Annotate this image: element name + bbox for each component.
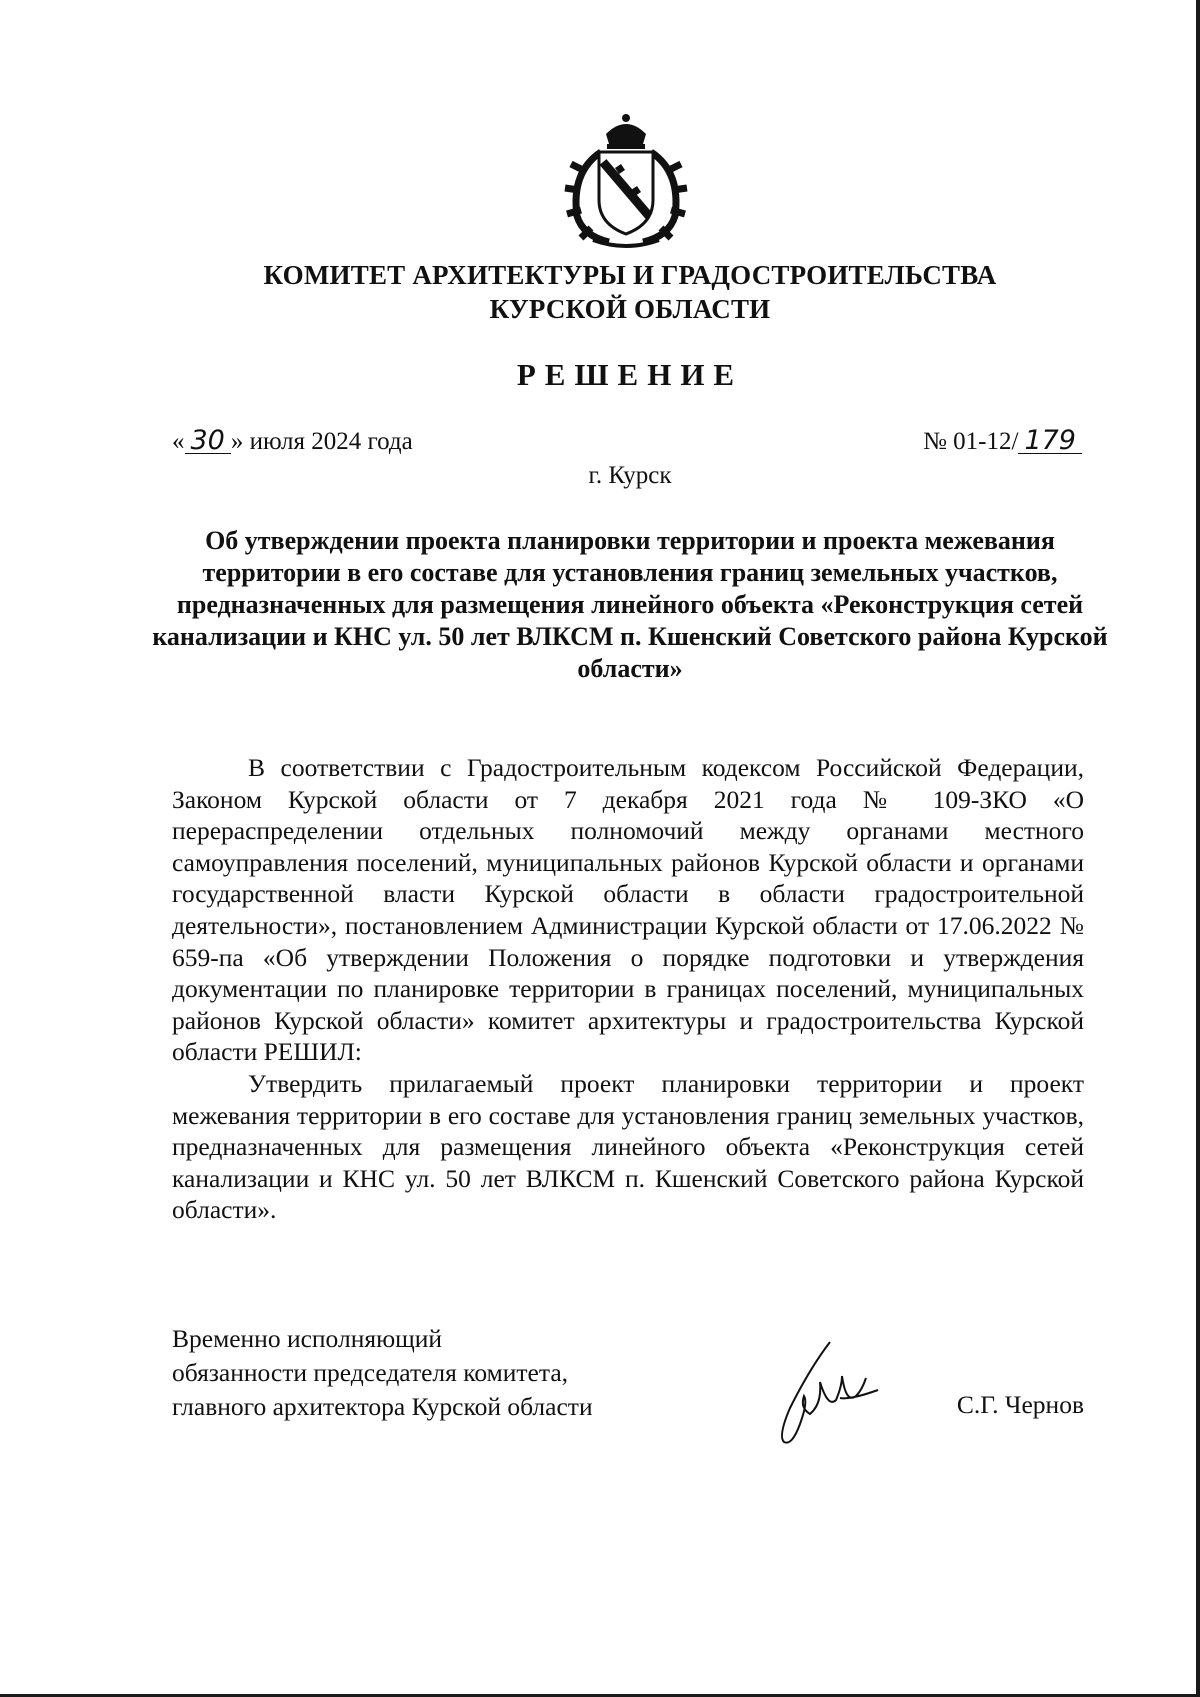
date-rest: » июля 2024 года [230,428,413,455]
date-day-handwritten: 30 [185,429,231,454]
number-prefix: № 01-12/ [923,428,1019,455]
body-paragraph-1: В соответствии с Градостроительным кодексом Российской Федерации, Законом Курской области от 7 декабря 2021 года № 109-ЗКО «О перераспределении отдельных полномочий между органами местного самоуправления поселений, муниципальных районов Курской области и органами государственной власти Курской области в области градостроительной деятельности», постановлением Администрации Курской области от 17.06.2022 № 659-па «Об утверждении Положения о порядке подготовки и утверждения документации по планировке территории в границах поселений, муниципальных районов Курской области» комитет архитектуры и градостроительства Курской области РЕШИЛ: [172,753,1084,1067]
document-title: РЕШЕНИЕ [516,357,744,392]
number-handwritten: 179 [1018,429,1082,454]
signatory-role-line1: Временно исполняющий [172,1324,443,1353]
organization-name-line2: КУРСКОЙ ОБЛАСТИ [489,294,771,324]
handwritten-signature-icon [770,1338,882,1448]
signatory-role [172,1322,593,1424]
scan-edge-right [1196,0,1200,1697]
body-paragraph-2: Утвердить прилагаемый проект планировки территории и проект межевания территории в его составе для установления границ земельных участков, предназначенных для размещения линейного объекта «Реконструкция сетей канализации и КНС ул. 50 лет ВЛКСМ п. Кшенский Советского района Курской области». [172,1068,1084,1225]
document-date [172,425,413,456]
document-number [923,425,1082,456]
signatory-role-line3: главного архитектора Курской области [172,1392,593,1421]
document-city: г. Курск [588,462,672,489]
document-body [172,752,1084,1226]
document-subject: Об утверждении проекта планировки территории и проекта межевания территории в его составе для установления границ земельных участков, предназначенных для размещения линейного объекта «Реконструкция сетей канализации и КНС ул. 50 лет ВЛКСМ п. Кшенский Советского района Курской области» [152,526,1108,683]
signatory-name: С.Г. Чернов [956,1390,1084,1419]
coat-of-arms-icon [553,112,699,250]
organization-name-line1: КОМИТЕТ АРХИТЕКТУРЫ И ГРАДОСТРОИТЕЛЬСТВА [263,260,997,290]
signatory-role-line2: обязанности председателя комитета, [172,1358,569,1387]
date-open-quote: « [172,428,185,455]
